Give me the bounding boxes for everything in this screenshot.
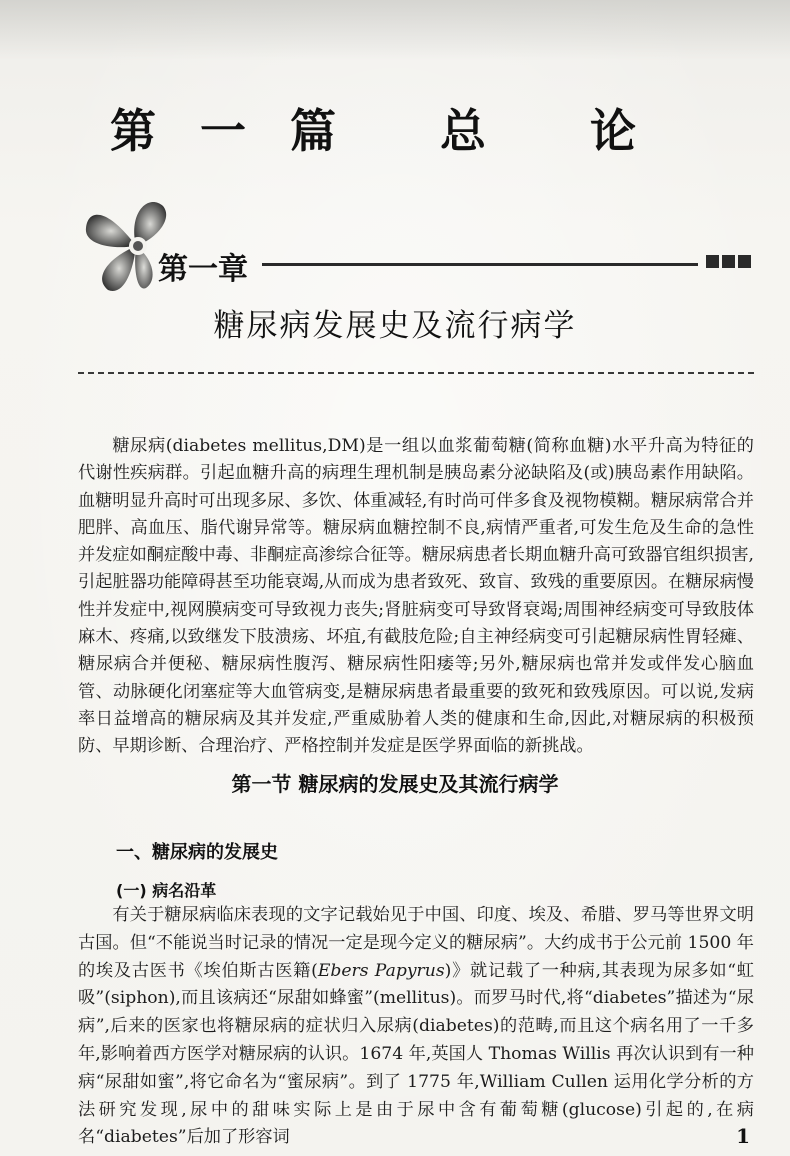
intro-text [78, 433, 754, 761]
chapter-squares-ornament [706, 255, 751, 268]
history-text-a: 有关于糖尿病临床表现的文字记载始见于中国、印度、埃及、希腊、罗马等世界文明古国。但“不能说当时记录的情况一定是现今定义的糖尿病”。大约成书于公元前 1500 年的埃及古医书《埃伯斯古医籍( [78, 905, 754, 981]
history-text-b: )》就记载了一种病,其表现为尿多如“虹吸”(siphon),而且该病还“尿甜如蜂蜜”(mellitus)。而罗马时代,将“diabetes”描述为“尿病”,后来的医家也将糖尿病的症状归入尿病(diabetes)的范畴,而且这个病名用了一千多年,影响着西方医学对糖尿病的认识。1674 年,英国人 Thomas Willis 再次认识到有一种病“尿甜如蜜”,将它命名为“蜜尿病”。到了 1775 年,William Cullen 运用化学分析的方法研究发现,尿中的甜味实际上是由于尿中含有葡萄糖(glucose)引起的,在病名“diabetes”后加了形容词 [78, 960, 754, 1148]
subsubsection-heading: (一) 病名沿革 [116, 881, 217, 900]
ebers-papyrus-term: Ebers Papyrus [317, 960, 445, 981]
chapter-rule [262, 263, 698, 266]
history-paragraph [78, 902, 754, 1152]
history-text [78, 902, 754, 1152]
intro-paragraph: 糖尿病(diabetes mellitus,DM)是一组以血浆葡萄糖(简称血糖)水平升高为特征的代谢性疾病群。引起血糖升高的病理生理机制是胰岛素分泌缺陷及(或)胰岛素作用缺陷。血糖明显升高时可出现多尿、多饮、体重减轻,有时尚可伴多食及视物模糊。糖尿病常合并肥胖、高血压、脂代谢异常等。糖尿病血糖控制不良,病情严重者,可发生危及生命的急性并发症如酮症酸中毒、非酮症高渗综合征等。糖尿病患者长期血糖升高可致器官组织损害,引起脏器功能障碍甚至功能衰竭,从而成为患者致死、致盲、致残的重要原因。在糖尿病慢性并发症中,视网膜病变可导致视力丧失;肾脏病变可导致肾衰竭;周围神经病变可导致肢体麻木、疼痛,以致继发下肢溃疡、坏疽,有截肢危险;自主神经病变可引起糖尿病性胃轻瘫、糖尿病合并便秘、糖尿病性腹泻、糖尿病性阳痿等;另外,糖尿病也常并发或伴发心脑血管、动脉硬化闭塞症等大血管病变,是糖尿病患者最重要的致死和致残原因。可以说,发病率日益增高的糖尿病及其并发症,严重威胁着人类的健康和生命,因此,对糖尿病的积极预防、早期诊断、合理治疗、严格控制并发症是医学界面临的新挑战。 [78, 436, 754, 757]
subsection-heading: 一、糖尿病的发展史 [116, 842, 278, 863]
part-title: 第一篇 总 论 [109, 104, 681, 158]
chapter-label: 第一章 [158, 252, 248, 287]
page-number: 1 [736, 1124, 750, 1148]
page-top-shadow [0, 0, 790, 60]
dashed-divider [78, 372, 754, 374]
section-title: 第一节 糖尿病的发展史及其流行病学 [231, 772, 559, 796]
chapter-title: 糖尿病发展史及流行病学 [213, 308, 577, 344]
